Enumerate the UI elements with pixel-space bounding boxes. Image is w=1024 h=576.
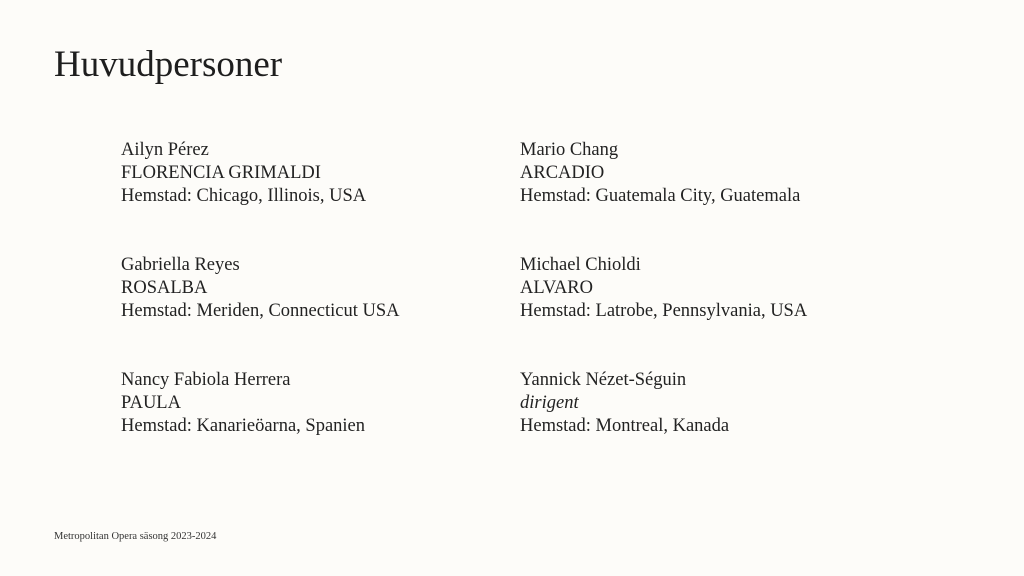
performer-name: Nancy Fabiola Herrera <box>121 370 291 390</box>
performer-role: PAULA <box>121 393 181 413</box>
performer-role: ALVARO <box>520 278 593 298</box>
performer-role: ROSALBA <box>121 278 208 298</box>
performer-name: Ailyn Pérez <box>121 140 209 160</box>
performer-hometown: Hemstad: Kanarieöarna, Spanien <box>121 416 366 436</box>
performer-hometown: Hemstad: Meriden, Connecticut USA <box>121 301 400 321</box>
performer-name: Yannick Nézet-Séguin <box>520 370 687 390</box>
cast-entry <box>121 254 399 323</box>
performer-hometown: Hemstad: Guatemala City, Guatemala <box>520 186 801 206</box>
cast-entry <box>520 254 807 323</box>
slide-title: Huvudpersoner <box>54 44 283 85</box>
performer-role: ARCADIO <box>520 163 605 183</box>
cast-entry <box>121 139 366 208</box>
performer-hometown: Hemstad: Chicago, Illinois, USA <box>121 186 367 206</box>
cast-entry <box>520 369 729 438</box>
performer-hometown: Hemstad: Latrobe, Pennsylvania, USA <box>520 301 808 321</box>
performer-name: Mario Chang <box>520 140 619 160</box>
cast-entry <box>121 369 365 438</box>
performer-name: Michael Chioldi <box>520 255 641 275</box>
performer-role: FLORENCIA GRIMALDI <box>121 163 321 183</box>
performer-role: dirigent <box>520 393 579 413</box>
cast-entry <box>520 139 800 208</box>
performer-name: Gabriella Reyes <box>121 255 240 275</box>
performer-hometown: Hemstad: Montreal, Kanada <box>520 416 730 436</box>
slide-footer: Metropolitan Opera säsong 2023-2024 <box>54 531 217 542</box>
